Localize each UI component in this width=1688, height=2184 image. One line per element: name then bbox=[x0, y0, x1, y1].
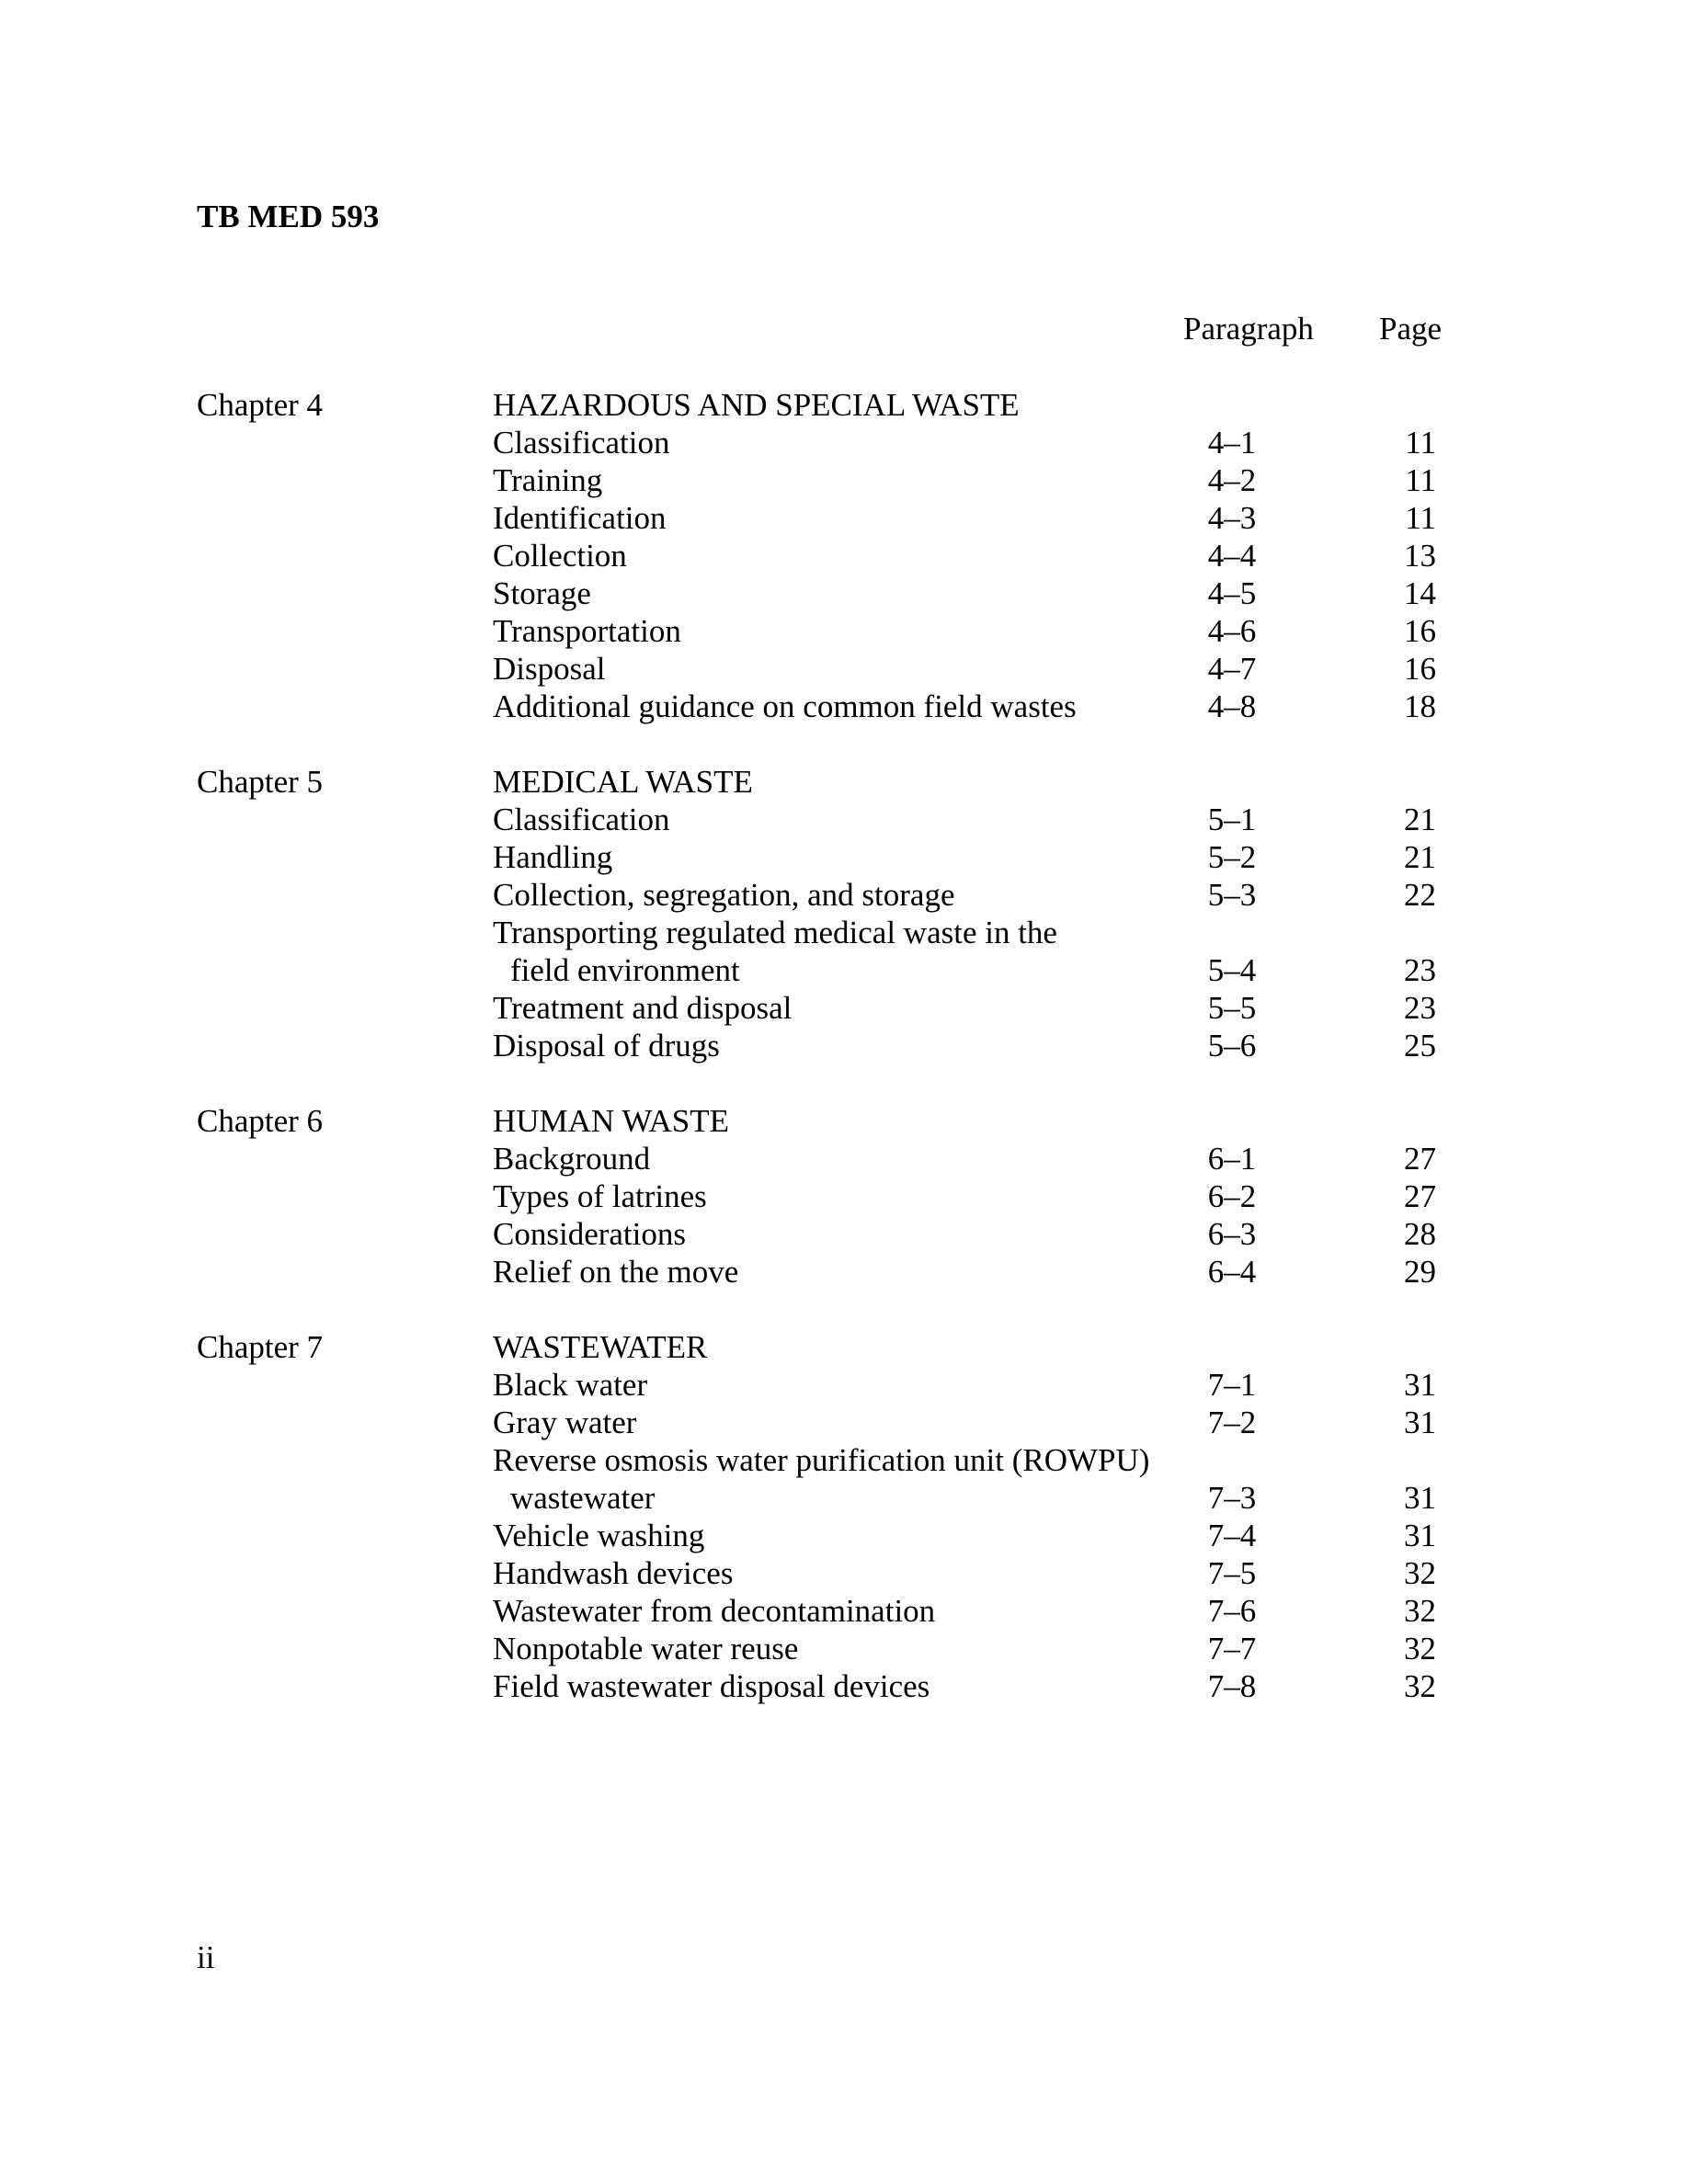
toc-entry-title: Wastewater from decontamination bbox=[493, 1593, 936, 1629]
toc-chapter bbox=[0, 386, 1688, 725]
toc-entry-page: 27 bbox=[1404, 1178, 1436, 1214]
chapter-label: Chapter 5 bbox=[197, 764, 324, 800]
paragraph-number: 4–2 bbox=[1207, 462, 1257, 498]
toc-entry-title: wastewater bbox=[510, 1480, 656, 1516]
toc-entry-title: Considerations bbox=[493, 1216, 686, 1252]
toc-entry-title: Relief on the move bbox=[493, 1254, 739, 1290]
toc-entry-title: Types of latrines bbox=[493, 1178, 707, 1214]
toc-entry-title: Vehicle washing bbox=[493, 1518, 705, 1553]
toc-entry-row bbox=[0, 1404, 1688, 1441]
paragraph-number: 4–1 bbox=[1207, 425, 1257, 461]
paragraph-number: 7–8 bbox=[1207, 1668, 1257, 1704]
page-number: ii bbox=[197, 1939, 215, 1975]
toc-entry-row bbox=[0, 499, 1688, 537]
paragraph-number: 5–3 bbox=[1207, 877, 1257, 913]
toc-entry-title: Classification bbox=[493, 802, 670, 837]
toc-entry-row bbox=[0, 537, 1688, 574]
toc-chapter bbox=[0, 763, 1688, 1064]
paragraph-number: 5–2 bbox=[1207, 839, 1257, 875]
toc-entry-page: 23 bbox=[1404, 952, 1436, 988]
toc-entry-title: Handwash devices bbox=[493, 1555, 734, 1591]
toc-entry-page: 16 bbox=[1404, 651, 1436, 687]
toc-entry-page: 32 bbox=[1404, 1555, 1436, 1591]
paragraph-number: 4–8 bbox=[1207, 688, 1257, 724]
toc-entry-title: Transporting regulated medical waste in the bbox=[493, 915, 1057, 950]
paragraph-number: 4–7 bbox=[1207, 651, 1257, 687]
toc-entry-page: 29 bbox=[1404, 1254, 1436, 1290]
toc-entry-page: 25 bbox=[1404, 1028, 1436, 1064]
paragraph-number: 4–6 bbox=[1207, 613, 1257, 649]
toc-entry-page: 21 bbox=[1404, 802, 1436, 837]
toc-entry-page: 32 bbox=[1404, 1631, 1436, 1666]
chapter-title: MEDICAL WASTE bbox=[493, 764, 753, 800]
toc-entry-title: Disposal of drugs bbox=[493, 1028, 720, 1064]
toc-entry-page: 28 bbox=[1404, 1216, 1436, 1252]
paragraph-number: 4–5 bbox=[1207, 575, 1257, 611]
toc-entry-title: field environment bbox=[510, 952, 740, 988]
toc-entry-row bbox=[0, 1366, 1688, 1404]
toc-entry-page: 11 bbox=[1405, 425, 1436, 461]
toc-entry-page: 31 bbox=[1404, 1480, 1436, 1516]
toc-entry-row bbox=[0, 1667, 1688, 1705]
paragraph-number: 7–1 bbox=[1207, 1367, 1257, 1403]
toc-entry-title: Background bbox=[493, 1141, 651, 1177]
toc-entry-row bbox=[0, 914, 1688, 951]
paragraph-number: 6–3 bbox=[1207, 1216, 1257, 1252]
toc-entry-row bbox=[0, 1592, 1688, 1630]
toc-entry-row bbox=[0, 612, 1688, 650]
toc-entry-page: 18 bbox=[1404, 688, 1436, 724]
chapter-heading-row bbox=[0, 1102, 1688, 1140]
toc-entry-row bbox=[0, 801, 1688, 838]
toc-entry-title: Black water bbox=[493, 1367, 648, 1403]
toc-chapter bbox=[0, 1328, 1688, 1705]
toc-entry-page: 16 bbox=[1404, 613, 1436, 649]
toc-entry-row bbox=[0, 650, 1688, 688]
paragraph-number: 5–1 bbox=[1207, 802, 1257, 837]
toc-entry-row bbox=[0, 1630, 1688, 1667]
paragraph-number: 6–1 bbox=[1207, 1141, 1257, 1177]
toc-entry-page: 14 bbox=[1404, 575, 1436, 611]
toc-entry-page: 13 bbox=[1404, 538, 1436, 574]
toc-entry-page: 31 bbox=[1404, 1518, 1436, 1553]
page-column-header: Page bbox=[1379, 311, 1443, 347]
toc-entry-title: Transportation bbox=[493, 613, 681, 649]
chapter-heading-row bbox=[0, 386, 1688, 424]
toc-entry-title: Storage bbox=[493, 575, 591, 611]
toc-entry-row bbox=[0, 688, 1688, 725]
chapter-title: HUMAN WASTE bbox=[493, 1103, 729, 1139]
toc-entry-page: 22 bbox=[1404, 877, 1436, 913]
toc-entry-title: Training bbox=[493, 462, 603, 498]
paragraph-number: 5–4 bbox=[1207, 952, 1257, 988]
toc-entry-page: 32 bbox=[1404, 1593, 1436, 1629]
chapter-label: Chapter 4 bbox=[197, 387, 324, 423]
toc-entry-row bbox=[0, 574, 1688, 612]
toc-entry-row bbox=[0, 989, 1688, 1027]
table-of-contents bbox=[0, 386, 1688, 1743]
document-id: TB MED 593 bbox=[197, 199, 380, 234]
toc-entry-title: Gray water bbox=[493, 1405, 637, 1440]
toc-entry-row bbox=[0, 1027, 1688, 1064]
chapter-title: HAZARDOUS AND SPECIAL WASTE bbox=[493, 387, 1020, 423]
toc-entry-row bbox=[0, 1177, 1688, 1215]
toc-entry-row bbox=[0, 951, 1688, 989]
toc-entry-page: 21 bbox=[1404, 839, 1436, 875]
toc-entry-title: Field wastewater disposal devices bbox=[493, 1668, 930, 1704]
toc-entry-page: 32 bbox=[1404, 1668, 1436, 1704]
toc-entry-row bbox=[0, 1253, 1688, 1291]
toc-entry-title: Handling bbox=[493, 839, 613, 875]
paragraph-number: 6–2 bbox=[1207, 1178, 1257, 1214]
paragraph-number: 7–3 bbox=[1207, 1480, 1257, 1516]
paragraph-number: 4–3 bbox=[1207, 500, 1257, 536]
paragraph-number: 7–4 bbox=[1207, 1518, 1257, 1553]
paragraph-number: 4–4 bbox=[1207, 538, 1257, 574]
paragraph-number: 7–6 bbox=[1207, 1593, 1257, 1629]
chapter-label: Chapter 6 bbox=[197, 1103, 324, 1139]
toc-entry-title: Disposal bbox=[493, 651, 606, 687]
toc-entry-title: Collection, segregation, and storage bbox=[493, 877, 955, 913]
toc-entry-page: 31 bbox=[1404, 1367, 1436, 1403]
toc-entry-title: Nonpotable water reuse bbox=[493, 1631, 799, 1666]
toc-chapter bbox=[0, 1102, 1688, 1291]
paragraph-number: 6–4 bbox=[1207, 1254, 1257, 1290]
toc-entry-page: 11 bbox=[1405, 462, 1436, 498]
toc-entry-row bbox=[0, 876, 1688, 914]
toc-entry-row bbox=[0, 1215, 1688, 1253]
toc-entry-title: Treatment and disposal bbox=[493, 990, 793, 1026]
paragraph-number: 7–7 bbox=[1207, 1631, 1257, 1666]
toc-entry-row bbox=[0, 1441, 1688, 1479]
toc-entry-row bbox=[0, 1140, 1688, 1177]
paragraph-number: 5–5 bbox=[1207, 990, 1257, 1026]
toc-entry-title: Identification bbox=[493, 500, 667, 536]
toc-entry-row bbox=[0, 1554, 1688, 1592]
toc-entry-row bbox=[0, 424, 1688, 461]
toc-entry-row bbox=[0, 1517, 1688, 1554]
toc-entry-title: Classification bbox=[493, 425, 670, 461]
toc-entry-row bbox=[0, 1479, 1688, 1517]
toc-entry-title: Additional guidance on common field wastes bbox=[493, 688, 1077, 724]
toc-entry-row bbox=[0, 461, 1688, 499]
toc-entry-page: 31 bbox=[1404, 1405, 1436, 1440]
toc-entry-page: 27 bbox=[1404, 1141, 1436, 1177]
toc-entry-title: Collection bbox=[493, 538, 627, 574]
chapter-heading-row bbox=[0, 1328, 1688, 1366]
paragraph-number: 7–2 bbox=[1207, 1405, 1257, 1440]
toc-entry-row bbox=[0, 838, 1688, 876]
chapter-title: WASTEWATER bbox=[493, 1329, 708, 1365]
paragraph-number: 5–6 bbox=[1207, 1028, 1257, 1064]
chapter-label: Chapter 7 bbox=[197, 1329, 324, 1365]
toc-entry-page: 11 bbox=[1405, 500, 1436, 536]
paragraph-column-header: Paragraph bbox=[1183, 311, 1314, 347]
chapter-heading-row bbox=[0, 763, 1688, 801]
toc-entry-page: 23 bbox=[1404, 990, 1436, 1026]
toc-entry-title: Reverse osmosis water purification unit (ROWPU) bbox=[493, 1442, 1150, 1478]
paragraph-number: 7–5 bbox=[1207, 1555, 1257, 1591]
